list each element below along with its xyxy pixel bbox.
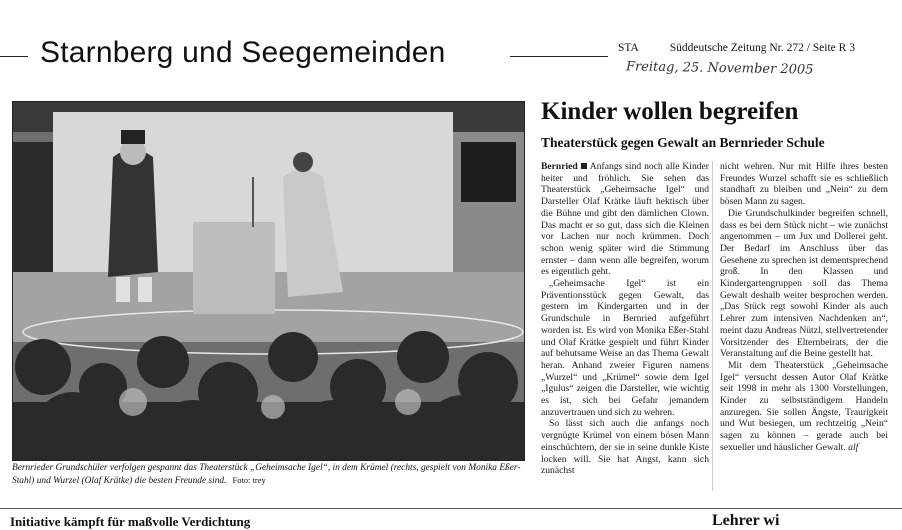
edition-code: STA xyxy=(618,42,639,54)
article-paragraph: Die Grundschulkinder begreifen schnell, dass es bei dem Stück nicht – wie zunächst angenommen – um Jux und Dollerei geht. Der Bedarf im Anschluss über das Gesehene zu sprechen ist dementsprechend groß. In den Klassen und Kindergartengruppen soll das Thema Gewalt deshalb weiter besprochen werden. „Das Stück regt sowohl Kinder als auch Lehrer zum intensiven Nachdenken an“, meint dazu Andreas Nützl, stellvertretender Vorsitzender des Elternbeirats, der die Veranstaltung auf die Beine gestellt hat. xyxy=(720,207,888,360)
author-tag: alf xyxy=(848,441,859,453)
dateline-place: Bernried xyxy=(541,161,578,172)
publication-line: Süddeutsche Zeitung Nr. 272 / Seite R 3 xyxy=(669,42,855,54)
bottom-rule xyxy=(0,508,902,509)
article-headline: Kinder wollen begreifen xyxy=(541,98,799,125)
article-paragraph: „Geheimsache Igel“ ist ein Präventionsstück gegen Gewalt, das gestern im Kindergarten und in der Grundschule in Bernried aufgeführt worden ist. Es wird von Monika Eßer-Stahl und Olaf Krätke gespielt und führt Kinder auf behutsame Weise an das Thema Gewalt heran. Anhand zweier Figuren namens „Wurzel“ und „Krümel“ sowie dem Igel „Igulus“ zeigen die Darsteller, wie wichtig es ist, sich bei Gefahr jemandem anzuvertrauen und sich zu wehren. xyxy=(541,278,709,418)
article-paragraph: So lässt sich auch die anfangs noch vergnügte Krümel von einem bösen Mann einschüchtern, der sie in seine dunkle Kiste locken will. Sie hat Angst, kann sich zunächst xyxy=(541,418,709,477)
photo-caption xyxy=(12,463,525,487)
article-photo xyxy=(12,101,525,461)
article-column-2 xyxy=(720,161,888,491)
publication-header xyxy=(618,42,855,54)
caption-text: Bernrieder Grundschüler verfolgen gespannt das Theaterstück „Geheimsache Igel“, in dem Krümel (rechts, gespielt von Monika Eßer-Stahl) und Wurzel (Olaf Krätke) die besten Freunde sind. xyxy=(12,463,521,486)
article-column-1 xyxy=(541,161,709,491)
dateline-square-icon xyxy=(581,163,587,169)
next-article-headline-right: Lehrer wi xyxy=(712,512,780,529)
article-subheadline: Theaterstück gegen Gewalt an Bernrieder Schule xyxy=(541,135,825,150)
section-title: Starnberg und Seegemeinden xyxy=(40,36,446,69)
handwritten-date: Freitag, 25. November 2005 xyxy=(625,59,814,78)
next-article-headline: Initiative kämpft für maßvolle Verdichtung xyxy=(10,514,251,529)
photo-credit: Foto: trey xyxy=(232,474,266,485)
paragraph-text: Mit dem Theaterstück „Geheimsache Igel“ versucht dessen Autor Olaf Krätke seit 1998 in mehr als 1300 Vorstellungen, Kinder zu selbstständigem Handeln anzuregen. Sie sollen Ängste, Traurigkeit und Wut besiegen, um rechtzeitig „Nein“ sagen zu können – gerade auch bei sexueller und häuslicher Gewalt. xyxy=(720,359,888,453)
article-paragraph xyxy=(720,360,888,454)
article-paragraph: nicht wehren. Nur mit Hilfe ihres besten Freundes Wurzel schafft sie es schließlich standhaft zu bleiben und „Nein“ zu dem bösen Mann zu sagen. xyxy=(720,161,888,208)
column-divider xyxy=(712,161,713,491)
paragraph-text: Anfangs sind noch alle Kinder heiter und fröhlich. Sie sehen das Theaterstück „Geheimsache Igel“ und Darsteller Olaf Krätke läuft hektisch über die Bühne und gibt den dämlichen Clown. Das macht er so gut, dass sich die Kleinen vor Lachen nur noch krümmen. Doch schon wenig später wird die Stimmung ernster – dann wenn alle begreifen, worum es eigentlich geht. xyxy=(541,161,709,278)
header-rule-left xyxy=(0,56,28,57)
header-rule-mid xyxy=(510,56,608,57)
article-paragraph xyxy=(541,161,709,278)
theater-scene-illustration xyxy=(13,102,525,461)
